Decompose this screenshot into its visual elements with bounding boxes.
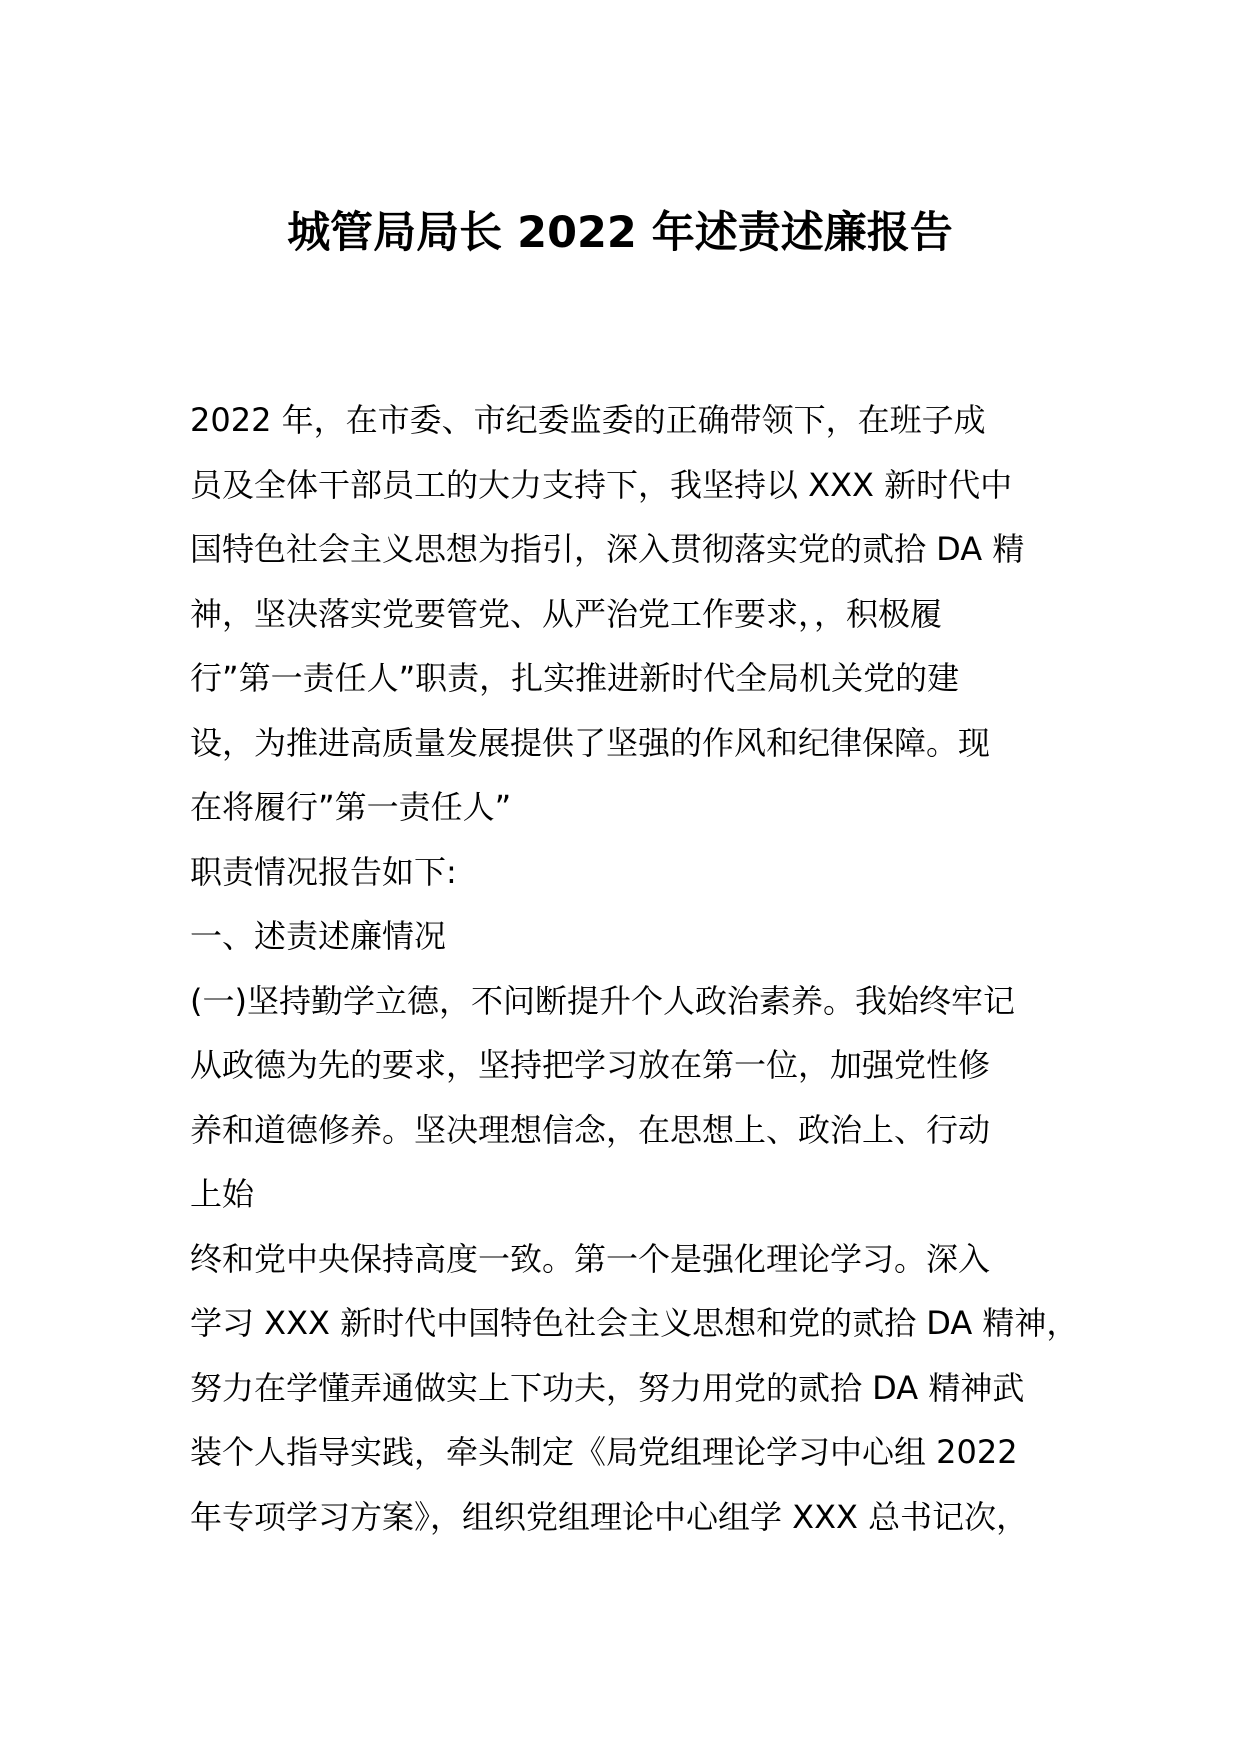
body-line: 上始 [190, 1175, 255, 1213]
body-line: 行”第一责任人”职责，扎实推进新时代全局机关党的建 [190, 659, 960, 697]
body-line: 从政德为先的要求，坚持把学习放在第一位，加强党性修 [190, 1046, 991, 1084]
document-body [190, 388, 1090, 1549]
body-line: 设，为推进高质量发展提供了坚强的作风和纪律保障。现 [190, 723, 991, 762]
body-line: 终和党中央保持高度一致。第一个是强化理论学习。深入 [190, 1239, 991, 1278]
body-line: 在将履行”第一责任人” [190, 788, 512, 826]
body-line: 神，坚决落实党要管党、从严治党工作要求，，积极履 [190, 594, 943, 633]
body-line: 努力在学懂弄通做实上下功夫，努力用党的贰拾 DA 精神武 [190, 1368, 1025, 1407]
body-line: 养和道德修养。坚决理想信念，在思想上、政治上、行动 [190, 1110, 991, 1149]
body-line: (一)坚持勤学立德，不问断提升个人政治素养。我始终牢记 [190, 981, 1015, 1020]
body-line: 学习 XXX 新时代中国特色社会主义思想和党的贰拾 DA 精神， [190, 1304, 1079, 1342]
body-line: 国特色社会主义思想为指引，深入贯彻落实党的贰拾 DA 精 [190, 530, 1025, 568]
document-title: 城管局局长 2022 年述责述廉报告 [287, 208, 953, 258]
body-line: 装个人指导实践，牵头制定《局党组理论学习中心组 2022 [190, 1433, 1018, 1471]
body-line: 年专项学习方案》，组织党组理论中心组学 XXX 总书记次， [190, 1497, 1029, 1536]
body-line: 职责情况报告如下: [190, 852, 457, 891]
section-heading: 一、述责述廉情况 [190, 917, 447, 955]
body-line: 2022 年，在市委、市纪委监委的正确带领下，在班子成 [190, 401, 986, 439]
body-line: 员及全体干部员工的大力支持下，我坚持以 XXX 新时代中 [190, 465, 1013, 504]
